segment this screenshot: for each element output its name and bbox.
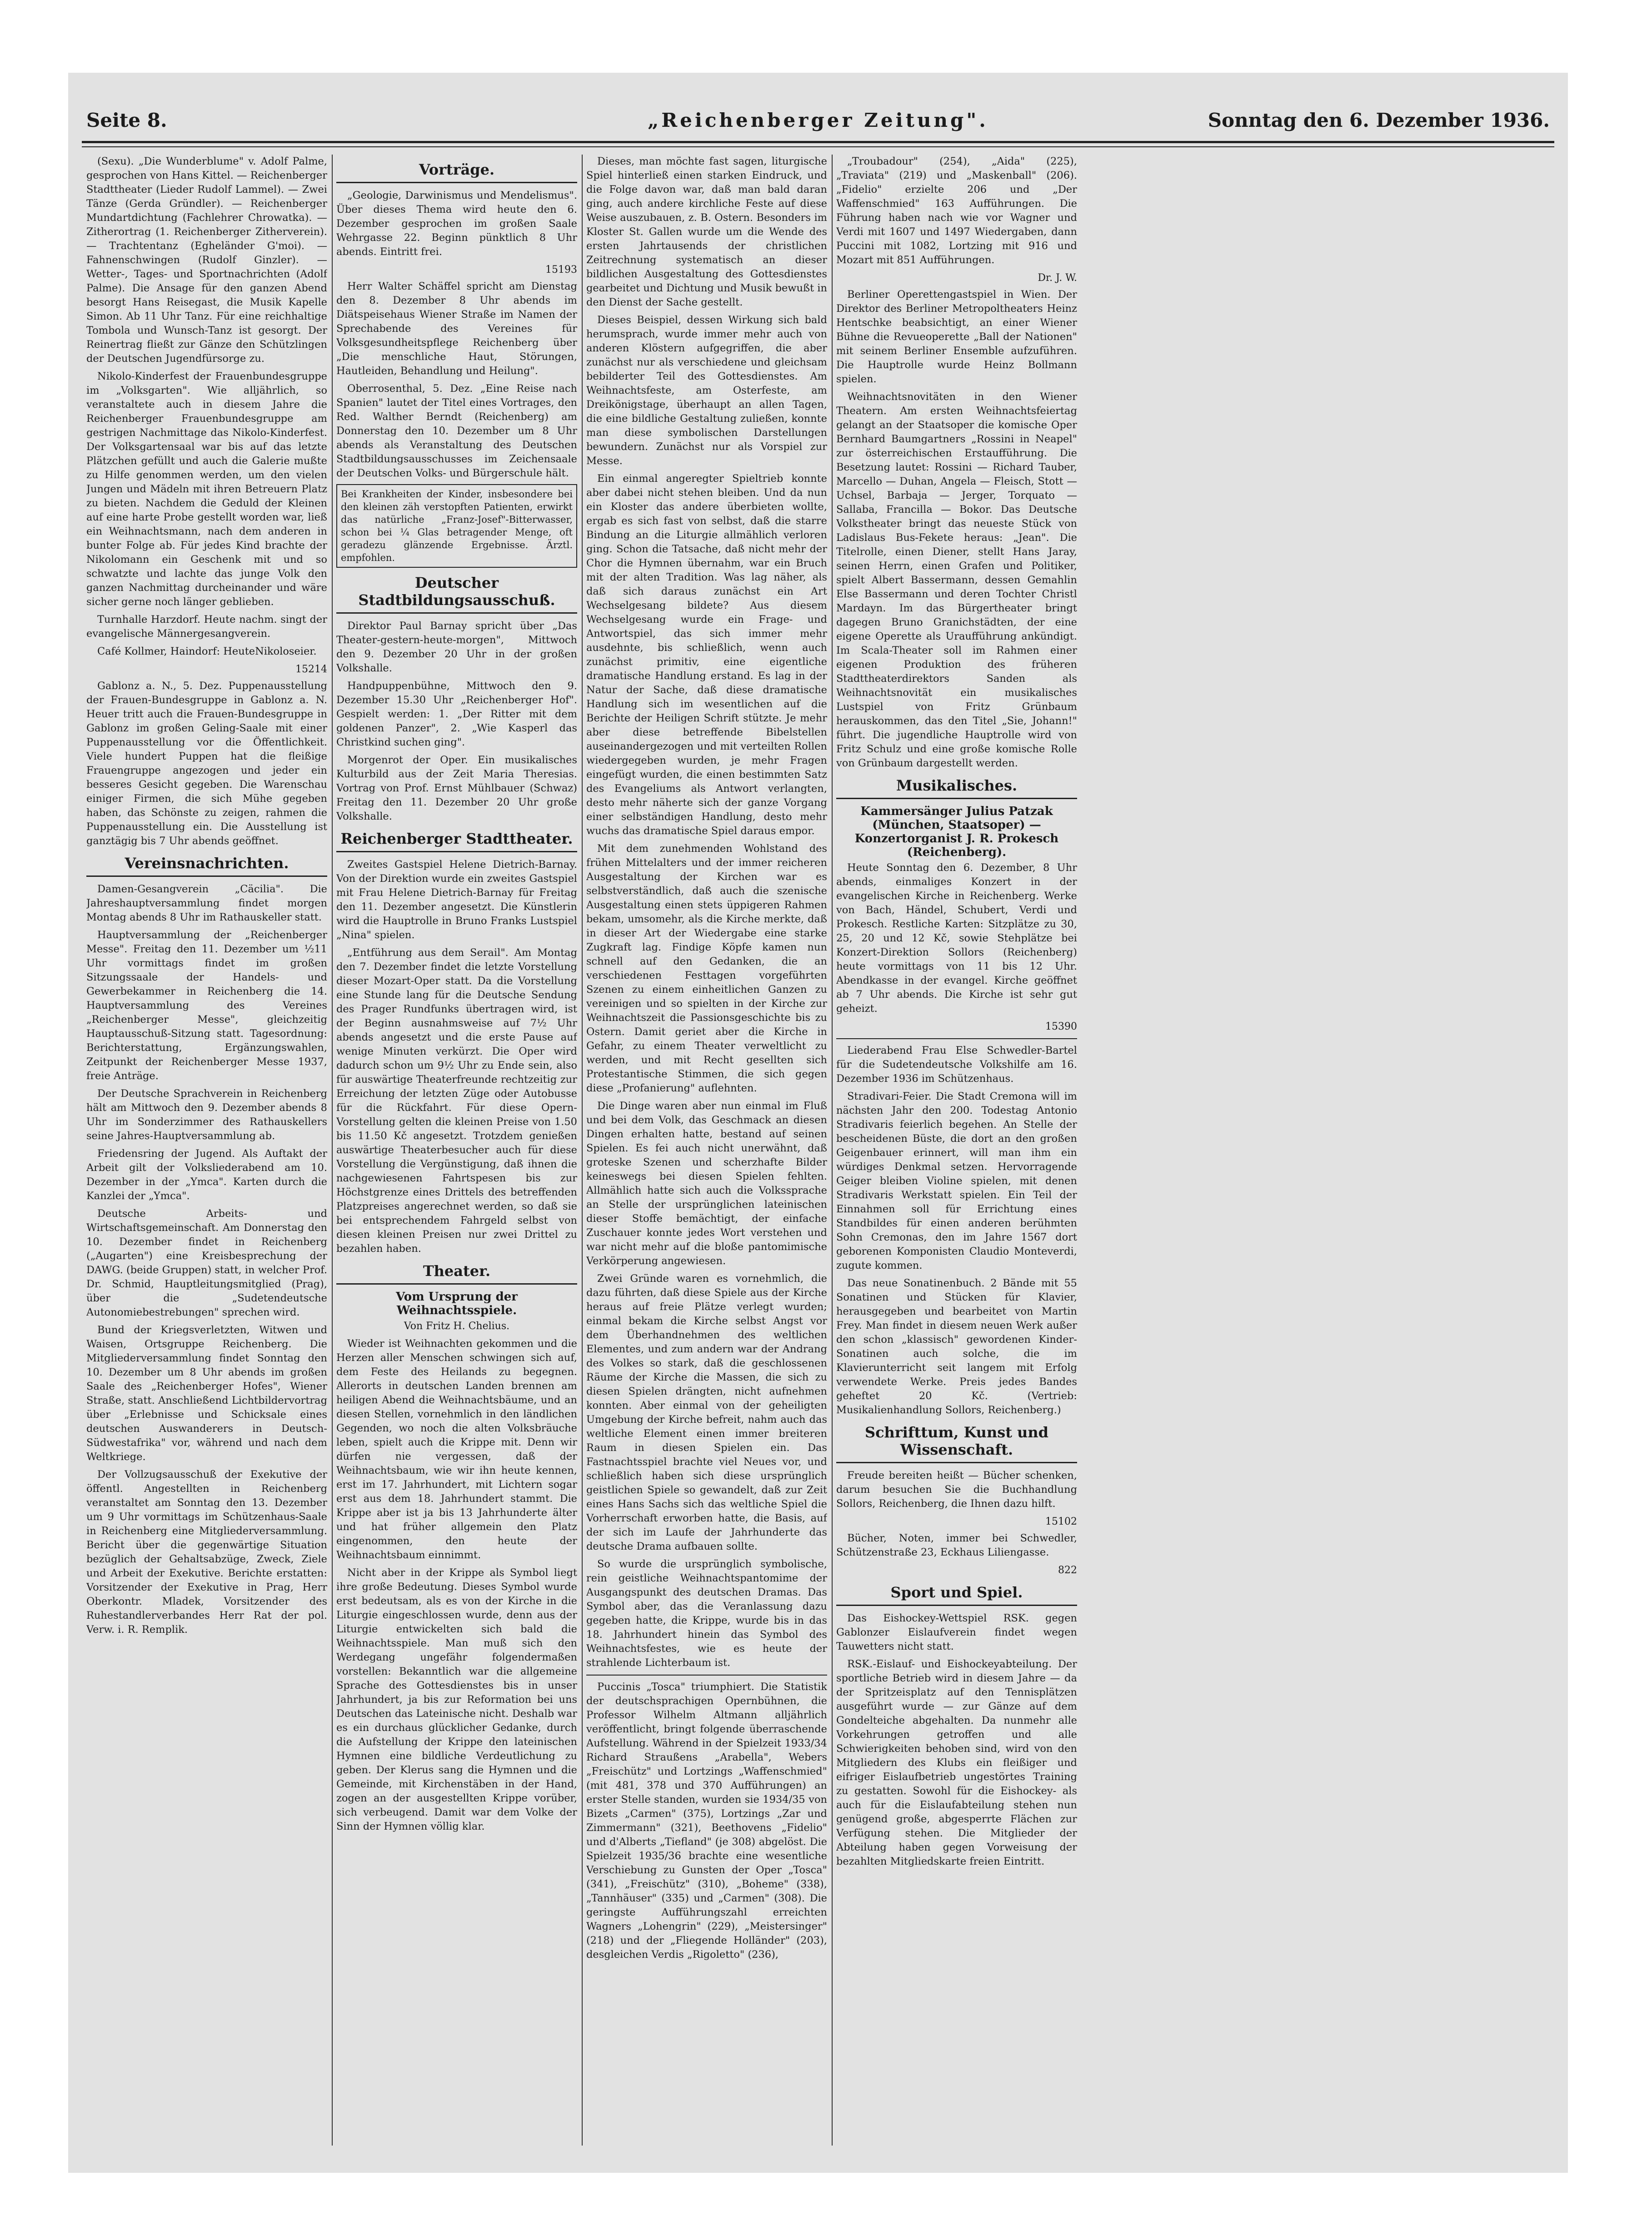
column-divider [832, 155, 833, 2146]
article-text: Turnhalle Harzdorf. Heute nachm. singt der evangelische Männergesangverein. [86, 614, 327, 640]
article-text: Gablonz a. N., 5. Dez. Puppenausstellung der Frauen-Bundesgruppe in Gablonz a. N. Heuer tritt auch die Frauen-Bundesgruppe in Gablonz im großen Geling-Saale mit einer Puppenausstellung vor die Öffentlichkeit. Viele hundert Puppen hat die fleißige Frauengruppe angezogen und jeder ein besseres Gesicht gegeben. Die Warenschau einiger Firmen, die sich Mühe gegeben haben, das Schönste zu zeigen, rahmen die Puppenausstellung ein. Die Ausstellung ist ganztägig bis 7 Uhr abends geöffnet. [86, 680, 327, 847]
article-title: Kammersänger Julius Patzak (München, Staatsoper) — Konzertorganist J. R. Prokesch (Reichenberg). [854, 805, 1059, 859]
article-text: Die Dinge waren aber nun einmal im Fluß und bei dem Volk, das Geschmack an diesen Dingen erhalten hatte, bestand auf seinen Spielen. Es fei auch nicht unerwähnt, daß groteske Szenen und scherzhafte Bilder keineswegs bei diesen Spielen fehlten. Allmählich hatte sich auch die Volkssprache an Stelle der ursprünglichen lateinischen dieser Stoffe bemächtigt, der einfache Zuschauer konnte jedes Wort verstehen und war nicht mehr auf die bloße pantomimische Verkörperung angewiesen. [586, 1100, 827, 1267]
article-text: Puccinis „Tosca" triumphiert. Die Statistik der deutschsprachigen Opernbühnen, die Professor Wilhelm Altmann alljährlich veröffentlicht, bringt folgende überraschende Aufstellung. Während in der Spielzeit 1933/34 Richard Straußens „Arabella", Webers „Freischütz" und Lortzings „Waffenschmied" (mit 481, 378 und 370 Aufführungen) an erster Stelle standen, wurden sie 1934/35 von Bizets „Carmen" (375), Lortzings „Zar und Zimmermann" (321), Beethovens „Fidelio" und d'Alberts „Tiefland" (je 308) abgelöst. Die Spielzeit 1935/36 brachte eine wesentliche Verschiebung zu Gunsten der Oper „Tosca" (341), „Freischütz" (310), „Boheme" (338), „Tannhäuser" (335) und „Carmen" (308). Die geringste Aufführungszahl erreichten Wagners „Lohengrin" (229), „Meistersinger" (218) und der „Fliegende Holländer" (203), desgleichen Verdis „Rigoletto" (236), [586, 1681, 827, 1961]
article-text: Freude bereiten heißt — Bücher schenken, darum besuchen Sie die Buchhandlung Sollors, Reichenberg, die Ihnen dazu hilft. [836, 1470, 1077, 1510]
header-rule-thin [82, 146, 1554, 147]
article-text: Dieses Beispiel, dessen Wirkung sich bald herumsprach, wurde immer mehr auch von anderen Klöstern aufgegriffen, die aber zunächst nur als verschiedene und gleichsam bebilderter Teil des Gottesdienstes. Am Weihnachtsfeste, am Osterfeste, am Dreikönigstage, überhaupt an allen Tagen, die eine bildliche Gestaltung zuließen, konnte man diese symbolischen Darstellungen bewundern. Zunächst nur als Vorspiel zur Messe. [586, 314, 827, 467]
column-2 [336, 155, 577, 2146]
reference-number: 15214 [295, 664, 327, 675]
article-text: Morgenrot der Oper. Ein musikalisches Kulturbild aus der Zeit Maria Theresias. Vortrag von Prof. Ernst Mühlbauer (Schwaz) Freitag den 11. Dezember 20 Uhr große Volkshalle. [336, 754, 577, 822]
page-header [86, 109, 1550, 141]
article-text: Wieder ist Weihnachten gekommen und die Herzen aller Menschen schwingen sich auf, dem Feste des Heilands zu begegnen. Allerorts in deutschen Landen brennen am heiligen Abend die Weihnachtsbäume, und an diesen Stellen, vornehmlich in den ländlichen Gegenden, wo noch die alten Volksbräuche leben, spielt auch die Krippe mit. Denn wir dürfen nie vergessen, daß der Weihnachtsbaum, wie wir ihn heute kennen, erst im 17. Jahrhundert, mit Lichtern sogar erst aus dem 18. Jahrhundert stammt. Die Krippe aber ist ja bis 13 Jahrhunderte älter und hat früher allgemein den Platz eingenommen, den heute der Weihnachtsbaum einnimmt. [336, 1338, 577, 1561]
reference-number: 15390 [1045, 1021, 1077, 1032]
article-text: Nicht aber in der Krippe als Symbol liegt ihre große Bedeutung. Dieses Symbol wurde erst bedeutsam, als es von der Kirche in die Liturgie eingeschlossen wurde, denn aus der Liturgie entwickelten sich bald die Weihnachtsspiele. Man muß sich den Werdegang ungefähr folgendermaßen vorstellen: Bekanntlich war die allgemeine Sprache des Gottesdienstes bis in unser Jahrhundert, ja bis zur Reformation bei uns Deutschen das Lateinische nicht. Deshalb war es ein durchaus glücklicher Gedanke, durch die Aufstellung der Krippe den lateinischen Hymnen eine bildliche Verdeutlichung zu geben. Der Klerus sang die Hymnen und die Gemeinde, mit Kirchenstäben in der Hand, zogen an der ausgestellten Krippe vorüber, sich verbeugend. Damit war dem Volke der Sinn der Hymnen völlig klar. [336, 1567, 577, 1832]
article-text: So wurde die ursprünglich symbolische, rein geistliche Weihnachtspantomime der Ausgangspunkt des deutschen Dramas. Das Symbol aber, das die Veranlassung dazu gegeben hatte, die Krippe, wurde bis in das 18. Jahrhundert hinein das Symbol des Weihnachtsfestes, wie es heute der strahlende Lichterbaum ist. [586, 1558, 827, 1669]
article-text: (Sexu). „Die Wunderblume" v. Adolf Palme, gesprochen von Hans Kittel. — Reichenberger Stadttheater (Lieder Rudolf Lammel). — Zwei Tänze (Gerda Gründler). — Reichenberger Mundartdichtung (Fachlehrer Chrowatka). — Zitherortrag (1. Reichenberger Zitherverein). — Trachtentanz (Egheländer G'moi). — Fahnenschwingen (Rudolf Ginzler). — Wetter-, Tages- und Sportnachrichten (Adolf Palme). Die Ansage für den ganzen Abend besorgt Hans Reisegast, die Musik Kapelle Simon. Ab 11 Uhr Tanz. Für eine reichhaltige Tombola und Wunsch-Tanz ist gesorgt. Der Reinertrag fließt zur Gänze den Schützlingen der Deutschen Jugendfürsorge zu. [86, 155, 327, 365]
article-text: Weihnachtsnovitäten in den Wiener Theatern. Am ersten Weihnachtsfeiertag gelangt an der Staatsoper die komische Oper Bernhard Baumgartners „Rossini in Neapel" zur österreichischen Erstaufführung. Die Besetzung lautet: Rossini — Richard Tauber, Marcello — Duhan, Angela — Fleisch, Stott — Uchsel, Barbaja — Jerger, Torquato — Sallaba, Francilla — Bokor. Das Deutsche Volkstheater bringt das neueste Stück von Ladislaus Bus-Fekete heraus: „Jean". Die Titelrolle, einen Diener, stellt Hans Jaray, seinen Herrn, einen Grafen und Politiker, spielt Albert Bassermann, dessen Gemahlin Else Bassermann und deren Tochter Christl Mardayn. Im das Bürgertheater bringt dagegen Bruno Granichstädten, der eine eigene Operette als Uraufführung ankündigt. Im Scala-Theater soll im Rahmen einer eigenen Produktion des früheren Stadttheaterdirektors Sanden als Weihnachtsnovität ein musikalisches Lustspiel von Fritz Grünbaum herauskommen, das den Titel „Sie, Johann!" führt. Die jugendliche Hauptrolle wird von Fritz Schulz und eine große komische Rolle von Grünbaum dargestellt werden. [836, 391, 1077, 769]
article-text: Deutsche Arbeits- und Wirtschaftsgemeinschaft. Am Donnerstag den 10. Dezember findet in Reichenberg („Augarten") eine Kreisbesprechung der DAWG. (beide Gruppen) statt, in welcher Prof. Dr. Schmid, Hauptleitungsmitglied (Prag), über die „Sudetendeutsche Autonomiebestrebungen" sprechen wird. [86, 1208, 327, 1318]
column-divider [582, 155, 583, 2146]
article-text: Friedensring der Jugend. Als Auftakt der Arbeit gilt der Volksliederabend am 10. Dezember in der „Ymca". Karten durch die Kanzlei der „Ymca". [86, 1148, 327, 1202]
article-text: Oberrosenthal, 5. Dez. „Eine Reise nach Spanien" lautet der Titel eines Vortrages, den Red. Walther Berndt (Reichenberg) am Donnerstag den 10. Dezember um 8 Uhr abends als Veranstaltung des Deutschen Stadtbildungsausschusses im Zeichensaale der Deutschen Volks- und Bürgerschule hält. [336, 383, 577, 479]
issue-date: Sonntag den 6. Dezember 1936. [1208, 109, 1550, 131]
section-heading: Vorträge. [336, 161, 577, 183]
article-text: Handpuppenbühne, Mittwoch den 9. Dezember 15.30 Uhr „Reichenberger Hof". Gespielt werden: 1. „Der Ritter mit dem goldenen Panzer", 2. „Wie Kasperl das Christkind suchen ging". [336, 680, 577, 748]
section-rule [586, 1675, 827, 1676]
article-text: Der Vollzugsausschuß der Exekutive der öffentl. Angestellten in Reichenberg veranstaltet am Sonntag den 13. Dezember um 9 Uhr vormittags im Schützenhaus-Saale in Reichenberg eine Mitgliederversammlung. Bericht über die gegenwärtige Situation bezüglich der Gehaltsabzüge, Zweck, Ziele und Arbeit der Exekutive. Berichte erstatten: Vorsitzender der Exekutive in Prag, Herr Oberkontr. Mladek, Vorsitzender des Ruhestandlerverbandes Herr Rat der pol. Verw. i. R. Remplik. [86, 1469, 327, 1636]
reference-number: 15102 [1045, 1516, 1077, 1527]
article-text: Liederabend Frau Else Schwedler-Bartel für die Sudetendeutsche Volkshilfe am 16. Dezember 1936 im Schützenhaus. [836, 1045, 1077, 1085]
section-heading: Musikalisches. [836, 777, 1077, 799]
article-text: Bund der Kriegsverletzten, Witwen und Waisen, Ortsgruppe Reichenberg. Die Mitgliederversammlung findet Sonntag den 10. Dezember um 8 Uhr abends im großen Saale des „Reichenberger Hofes", Wiener Straße, statt. Anschließend Lichtbildervortrag über „Erlebnisse und Schicksale eines deutschen Auswanderers in Deutsch-Südwestafrika" vor, während und nach dem Weltkriege. [86, 1324, 327, 1463]
article-text: Herr Walter Schäffel spricht am Dienstag den 8. Dezember 8 Uhr abends im Diätspeisehaus Wiener Straße im Namen der Sprechabende des Vereines für Volksgesundheitspflege Reichenberg über „Die menschliche Haut, Störungen, Hautleiden, Behandlung und Heilung". [336, 280, 577, 377]
newspaper-page [68, 73, 1568, 2173]
newspaper-title: „Reichenberger Zeitung". [648, 109, 988, 131]
article-text: „Troubadour" (254), „Aida" (225), „Traviata" (219) und „Maskenball" (206). „Fidelio" erzielte 206 und „Der Waffenschmied" 163 Aufführungen. Die Führung haben nach wie vor Wagner und Verdi mit 1607 und 1497 Wiedergaben, dann Puccini mit 1082, Lortzing mit 916 und Mozart mit 851 Aufführungen. [836, 155, 1077, 266]
article-text: Nikolo-Kinderfest der Frauenbundesgruppe im „Volksgarten". Wie alljährlich, so veranstaltete auch in diesem Jahre die Reichenberger Frauenbundesgruppe am gestrigen Nachmittage das Nikolo-Kinderfest. Der Volksgartensaal war bis auf das letzte Plätzchen gefüllt und auch die Galerie mußte zu Hilfe genommen werden, um den vielen Jungen und Mädeln mit ihren Betreuern Platz zu bieten. Nachdem die Geduld der Kleinen auf eine harte Probe gestellt worden war, ließ ein Weihnachtsmann, nach dem anderen in bunter Folge ab. Für jedes Kind brachte der Nikolomann ein Geschenk mit und so schwatzte und lachte das junge Volk den ganzen Nachmittag durcheinander und wäre sicher gerne noch länger geblieben. [86, 370, 327, 608]
article-text: Das Eishockey-Wettspiel RSK. gegen Gablonzer Eislaufverein findet wegen Tauwetters nicht statt. [836, 1612, 1077, 1652]
section-heading: Reichenberger Stadttheater. [336, 830, 577, 852]
section-heading: Schrifttum, Kunst und Wissenschaft. [836, 1424, 1077, 1463]
article-text: Stradivari-Feier. Die Stadt Cremona will im nächsten Jahr den 200. Todestag Antonio Stradivaris feierlich begehen. An Stelle der bescheidenen Büste, die dort an den großen Geigenbauer erinnert, will man ihm ein würdiges Denkmal setzen. Hervorragende Geiger bleiben Violine spielen, mit denen Stradivaris Werkstatt spielen. Ein Teil der Einnahmen soll für Errichtung eines Standbildes für einen anderen berühmten Sohn Cremonas, den im Jahre 1567 dort geborenen Komponisten Claudio Monteverdi, zugute kommen. [836, 1090, 1077, 1271]
article-text: Ein einmal angeregter Spieltrieb konnte aber dabei nicht stehen bleiben. Und da nun ein Kloster das andere überbieten wollte, ergab es sich fast von selbst, daß die starre Bindung an die Liturgie allmählich verloren ging. Schon die Tatsache, daß nicht mehr der Chor die Hymnen übernahm, war ein Bruch mit der alten Tradition. Was lag näher, als daß sich daraus zunächst ein Art Wechselgesang bildete? Aus diesem Wechselgesang wurde ein Frage- und Antwortspiel, das sich immer mehr ausdehnte, bis schließlich, wenn auch zunächst primitiv, eine eigentliche dramatische Handlung erstand. Es lag in der Natur der Sache, daß diese dramatische Handlung sich im wesentlichen auf die Berichte der Heiligen Schrift stützte. Je mehr aber diese betreffende Bibelstellen auseinandergezogen und mit verteilten Rollen wiedergegeben wurden, je mehr Fragen eingefügt wurden, die einen bestimmten Satz des Evangeliums als Antwort verlangten, desto mehr näherte sich der ganze Vorgang einer selbständigen Handlung, desto mehr wuchs das dramatische Spiel daraus empor. [586, 473, 827, 837]
author-signature: Dr. J. W. [1038, 272, 1077, 284]
page-number: Seite 8. [86, 109, 167, 131]
article-title: Vom Ursprung der Weihnachtsspiele. [395, 1290, 518, 1317]
advertisement: Bei Krankheiten der Kinder, insbesondere bei den kleinen zäh verstopften Patienten, erwirkt das natürliche „Franz-Josef"-Bitterwasser, schon bei ¼ Glas betragender Menge, oft geradezu glänzende Ergebnisse. Ärztl. empfohlen. [336, 484, 577, 568]
article-text: „Entführung aus dem Serail". Am Montag den 7. Dezember findet die letzte Vorstellung dieser Mozart-Oper statt. Da die Vorstellung eine Stunde lang für die Deutsche Sendung des Prager Rundfunks übertragen wird, ist der Beginn ausnahmsweise auf 7½ Uhr abends angesetzt und die erste Pause auf wenige Minuten verkürzt. Die Oper wird dadurch schon um 9½ Uhr zu Ende sein, also für auswärtige Theaterfreunde rechtzeitig zur Erreichung der letzten Züge oder Autobusse für die Rückfahrt. Für diese Opern-Vorstellung gelten die kleinen Preise von 1.50 bis 11.50 Kč angesetzt. Trotzdem genießen auswärtige Theaterbesucher auch für diese Vorstellung die Vergünstigung, daß ihnen die nachgewiesenen Fahrtspesen bis zur Höchstgrenze eines Drittels des betreffenden Platzpreises angerechnet werden, so daß sie bei entsprechendem Fahrgeld selbst von diesen kleinen Preisen nur zwei Drittel zu bezahlen haben. [336, 947, 577, 1255]
article-text: Café Kollmer, Haindorf: HeuteNikoloseier. [97, 645, 317, 657]
article-text: Damen-Gesangverein „Cäcilia". Die Jahreshauptversammlung findet morgen Montag abends 8 Uhr im Rathauskeller statt. [86, 883, 327, 923]
section-heading: Deutscher Stadtbildungsausschuß. [336, 574, 577, 614]
article-text: Dieses, man möchte fast sagen, liturgische Spiel hinterließ einen starken Eindruck, und die Folge davon war, daß man bald daran ging, auch andere kirchliche Feste auf diese Weise auszubauen, z. B. Ostern. Besonders im Kloster St. Gallen wurde um die Wende des ersten Jahrtausends der christlichen Zeitrechnung systematisch an dieser bildlichen Ausgestaltung des Gottesdienstes gearbeitet und Dichtung und Musik bewußt in den Dienst der Sache gestellt. [586, 155, 827, 308]
header-rule [82, 141, 1554, 143]
column-4 [836, 155, 1077, 2146]
article-text: Direktor Paul Barnay spricht über „Das Theater-gestern-heute-morgen", Mittwoch den 9. Dezember 20 Uhr in der großen Volkshalle. [336, 620, 577, 674]
article-text: Zwei Gründe waren es vornehmlich, die dazu führten, daß diese Spiele aus der Kirche heraus auf freie Plätze verlegt wurden; einmal bekam die Kirche selbst Angst vor dem Überhandnehmen des weltlichen Elementes, und zum andern war der Andrang des Volkes so stark, daß die geschlossenen Räume der Kirche die Massen, die sich zu diesen Spielen drängten, nicht aufnehmen konnten. Aber einmal von der geheiligten Umgebung der Kirche befreit, nahm auch das weltliche Element einen immer breiteren Raum in diesen Spielen ein. Das Fastnachtsspiel brachte viel Neues vor, und schließlich haben sich diese ursprünglich geistlichen Spiele so gewandelt, daß zur Zeit eines Hans Sachs sich das weltliche Spiel die Vorherrschaft erworben hatte, die Basis, auf der sich im Laufe der Jahrhunderte das deutsche Drama aufbauen sollte. [586, 1273, 827, 1552]
reference-number: 822 [1058, 1565, 1077, 1576]
byline: Von Fritz H. Chelius. [404, 1321, 510, 1332]
article-text: Heute Sonntag den 6. Dezember, 8 Uhr abends, einmaliges Konzert in der evangelischen Kirche in Reichenberg. Werke von Bach, Händel, Schubert, Verdi und Prokesch. Restliche Karten: Sitzplätze zu 30, 25, 20 und 12 Kč, sowie Stehplätze bei Konzert-Direktion Sollors (Reichenberg) heute vormittags von 11 bis 12 Uhr. Abendkasse in der evangel. Kirche geöffnet ab 7 Uhr abends. Die Kirche ist sehr gut geheizt. [836, 862, 1077, 1015]
column-1 [86, 155, 327, 2146]
article-text: „Geologie, Darwinismus und Mendelismus". Über dieses Thema wird heute den 6. Dezember gesprochen im großen Saale Wehrgasse 22. Beginn pünktlich 8 Uhr abends. Eintritt frei. [336, 190, 577, 258]
article-text: Mit dem zunehmenden Wohlstand des frühen Mittelalters und der immer reicheren Ausgestaltung der Kirchen war es selbstverständlich, daß auch die szenische Ausgestaltung einen stets üppigeren Rahmen bekam, umsomehr, als die Kirche merkte, daß in dieser Art der Wiedergabe eine starke Zugkraft lag. Findige Köpfe kamen nun schnell auf den Gedanken, die an verschiedenen Festtagen vorgeführten Szenen zu einem einheitlichen Ganzen zu vereinigen und so spielten in der Kirche zur Weihnachtszeit die Passionsgeschichte bis zu Ostern. Damit geriet aber die Kirche in Gefahr, zu einem Theater verweltlicht zu werden, und mit Recht gesellten sich Protestantische Stimmen, die sich gegen diese „Profanierung" auflehnten. [586, 843, 827, 1094]
section-rule [836, 1038, 1077, 1039]
column-divider [332, 155, 333, 2146]
article-text: RSK.-Eislauf- und Eishockeyabteilung. Der sportliche Betrieb wird in diesem Jahre — da der Spritzeisplatz auf den Tennisplätzen ausgeführt wurde — zur Gänze auf dem Gondelteiche abgehalten. Da nunmehr alle Vorkehrungen getroffen und alle Schwierigkeiten behoben sind, wird von den Mitgliedern des Klubs ein fleißiger und eifriger Eislaufbetrieb ungestörtes Training zu gestatten. Sowohl für die Eishockey- als auch für die Eislaufabteilung stehen nun genügend große, abgesperrte Flächen zur Verfügung stehen. Die Mitglieder der Abteilung haben gegen Vorweisung der bezahlten Mitgliedskarte freien Eintritt. [836, 1658, 1077, 1867]
section-heading: Theater. [336, 1262, 577, 1285]
column-3 [586, 155, 827, 2146]
article-text: Berliner Operettengastspiel in Wien. Der Direktor des Berliner Metropoltheaters Heinz Hentschke beabsichtigt, an einer Wiener Bühne die Revueoperette „Ball der Nationen" mit seinem Berliner Ensemble aufzuführen. Die Hauptrolle wurde Heinz Bollmann spielen. [836, 289, 1077, 385]
article-text: Bücher, Noten, immer bei Schwedler, Schützenstraße 23, Eckhaus Liliengasse. [836, 1532, 1077, 1558]
section-heading: Vereinsnachrichten. [86, 855, 327, 877]
section-heading: Sport und Spiel. [836, 1584, 1077, 1606]
article-text: Zweites Gastspiel Helene Dietrich-Barnay. Von der Direktion wurde ein zweites Gastspiel mit Frau Helene Dietrich-Barnay für Freitag den 11. Dezember angesetzt. Die Künstlerin wird die Hauptrolle in Bruno Franks Lustspiel „Nina" spielen. [336, 859, 577, 941]
reference-number: 15193 [545, 264, 577, 275]
article-text: Hauptversammlung der „Reichenberger Messe". Freitag den 11. Dezember um ½11 Uhr vormittags findet im großen Sitzungssaale der Handels- und Gewerbekammer in Reichenberg die 14. Hauptversammlung des Vereines „Reichenberger Messe", gleichzeitig Hauptausschuß-Sitzung statt. Tagesordnung: Berichterstattung, Ergänzungswahlen, Zeitpunkt der Reichenberger Messe 1937, freie Anträge. [86, 929, 327, 1082]
article-text: Der Deutsche Sprachverein in Reichenberg hält am Mittwoch den 9. Dezember abends 8 Uhr im Sonderzimmer des Rathauskellers seine Jahres-Hauptversammlung ab. [86, 1088, 327, 1142]
article-text: Das neue Sonatinenbuch. 2 Bände mit 55 Sonatinen und Stücken für Klavier, herausgegeben und bearbeitet von Martin Frey. Man findet in diesem neuen Werk außer den schon „klassisch" gewordenen Kinder-Sonatinen auch solche, die im Klavierunterricht seit langem mit Erfolg verwendete Werke. Preis jedes Bandes geheftet 20 Kč. (Vertrieb: Musikalienhandlung Sollors, Reichenberg.) [836, 1277, 1077, 1416]
